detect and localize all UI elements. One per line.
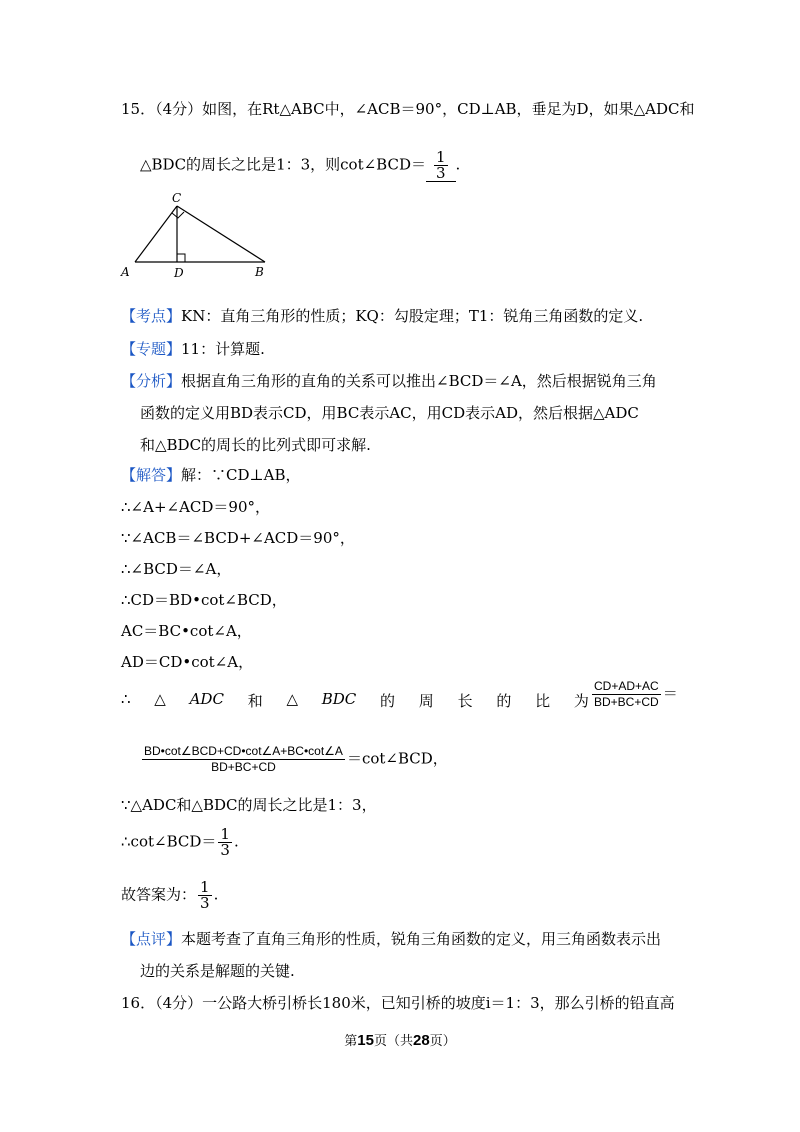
step-7-part: △ xyxy=(154,690,166,708)
step-7-fraction-wrap xyxy=(590,679,678,710)
dianping-line1 xyxy=(121,928,661,949)
right-angle-mark-c xyxy=(172,212,184,218)
q15-line1: 15．（4分）如图，在Rt△ABC中，∠ACB＝90°，CD⊥AB，垂足为D，如果△ADC和 xyxy=(121,100,695,118)
dianping-tag: 【点评】 xyxy=(121,930,182,948)
step-9: ∵△ADC和△BDC的周长之比是1：3， xyxy=(121,796,377,814)
ratio-fraction-1-after: ＝ xyxy=(662,684,678,703)
fenxi-line1 xyxy=(121,370,657,391)
step-10 xyxy=(121,827,239,858)
step-2: ∵∠ACB＝∠BCD+∠ACD＝90°， xyxy=(121,529,355,547)
dianping-text1: 本题考查了直角三角形的性质，锐角三角函数的定义，用三角函数表示出 xyxy=(181,930,662,948)
step-7-part: 的 xyxy=(496,692,512,710)
ratio-fraction-1 xyxy=(592,679,661,710)
zhuanti-line xyxy=(121,338,265,359)
step-10-num: 1 xyxy=(220,825,230,843)
ratio-fraction-2 xyxy=(142,744,345,775)
step-8 xyxy=(140,744,448,775)
label-d: D xyxy=(174,266,184,280)
step-1: ∴∠A+∠ACD＝90°， xyxy=(121,498,271,516)
step-10-den: 3 xyxy=(220,841,230,859)
ratio-fraction-2-den: BD+BC+CD xyxy=(142,759,345,775)
step-7-part: 比 xyxy=(535,692,551,710)
answer-den: 3 xyxy=(200,894,210,912)
footer-pre: 第 xyxy=(344,1033,358,1048)
side-ac xyxy=(135,206,177,262)
footer-mid: 页（共 xyxy=(373,1033,413,1048)
label-b: B xyxy=(255,265,264,279)
step-5: AC＝BC•cot∠A， xyxy=(121,622,252,640)
answer-prefix: 故答案为： xyxy=(121,885,197,904)
ratio-fraction-1-num: CD+AD+AC xyxy=(594,679,659,693)
label-a: A xyxy=(121,265,130,279)
step-7-part: 和 xyxy=(247,692,263,710)
step-7-part: 周 xyxy=(418,692,434,710)
answer-fraction xyxy=(198,880,212,911)
step-7-part: 为 xyxy=(573,692,589,710)
fenxi-line3: 和△BDC的周长的比列式即可求解. xyxy=(140,436,371,454)
label-c: C xyxy=(172,191,182,205)
right-angle-mark-d xyxy=(177,254,185,262)
q15-line2-suffix: . xyxy=(455,155,461,174)
step-4: ∴CD＝BD•cot∠BCD， xyxy=(121,591,287,609)
q15-answer-num: 1 xyxy=(435,148,446,166)
footer-page-number: 15 xyxy=(357,1032,374,1049)
step-3: ∴∠BCD＝∠A， xyxy=(121,560,232,578)
step-7-part: ADC xyxy=(189,690,224,708)
answer-line xyxy=(121,880,218,911)
zhuanti-text: 11：计算题. xyxy=(181,340,265,358)
q15-answer-fraction xyxy=(434,150,448,181)
ratio-fraction-2-num: BD•cot∠BCD+CD•cot∠A+BC•cot∠A xyxy=(144,744,343,758)
side-cb xyxy=(177,206,265,262)
right-triangle-figure xyxy=(115,188,275,280)
ratio-fraction-1-den: BD+BC+CD xyxy=(594,695,659,709)
jieda-intro: 解：∵CD⊥AB， xyxy=(181,466,301,484)
step-7-part: △ xyxy=(286,690,298,708)
q16-line1: 16．（4分）一公路大桥引桥长180米，已知引桥的坡度i＝1：3，那么引桥的铅直高 xyxy=(121,994,675,1012)
step-10-prefix: ∴cot∠BCD＝ xyxy=(121,832,217,851)
jieda-tag: 【解答】 xyxy=(121,466,182,484)
step-10-suffix: . xyxy=(233,832,239,851)
answer-suffix: . xyxy=(213,885,219,904)
kaodian-tag: 【考点】 xyxy=(121,307,182,325)
q15-line2-prefix: △BDC的周长之比是1：3，则cot∠BCD＝ xyxy=(140,155,426,174)
step-7-part: 的 xyxy=(380,692,396,710)
fenxi-text1: 根据直角三角形的直角的关系可以推出∠BCD＝∠A，然后根据锐角三角 xyxy=(181,372,657,390)
step-7-part: ∴ xyxy=(121,690,131,708)
ratio-fraction-2-after: ＝cot∠BCD， xyxy=(346,749,448,768)
zhuanti-tag: 【专题】 xyxy=(121,340,182,358)
q15-line2 xyxy=(140,150,460,182)
dianping-line2: 边的关系是解题的关键. xyxy=(140,962,295,980)
answer-num: 1 xyxy=(200,878,210,896)
fenxi-tag: 【分析】 xyxy=(121,372,182,390)
jieda-line xyxy=(121,464,300,485)
kaodian-line xyxy=(121,305,643,326)
step-7 xyxy=(121,690,589,711)
kaodian-text: KN：直角三角形的性质；KQ：勾股定理；T1：锐角三角函数的定义. xyxy=(181,307,644,325)
q15-answer-blank xyxy=(426,150,456,182)
fenxi-line2: 函数的定义用BD表示CD，用BC表示AC，用CD表示AD，然后根据△ADC xyxy=(140,404,639,422)
footer-total-pages: 28 xyxy=(413,1032,430,1049)
step-6: AD＝CD•cot∠A， xyxy=(121,653,254,671)
step-7-part: BDC xyxy=(321,690,357,708)
q15-answer-den: 3 xyxy=(435,164,446,182)
page-footer xyxy=(0,1030,800,1049)
step-10-fraction xyxy=(218,827,232,858)
step-7-part: 长 xyxy=(457,692,473,710)
footer-post: 页） xyxy=(429,1033,456,1048)
